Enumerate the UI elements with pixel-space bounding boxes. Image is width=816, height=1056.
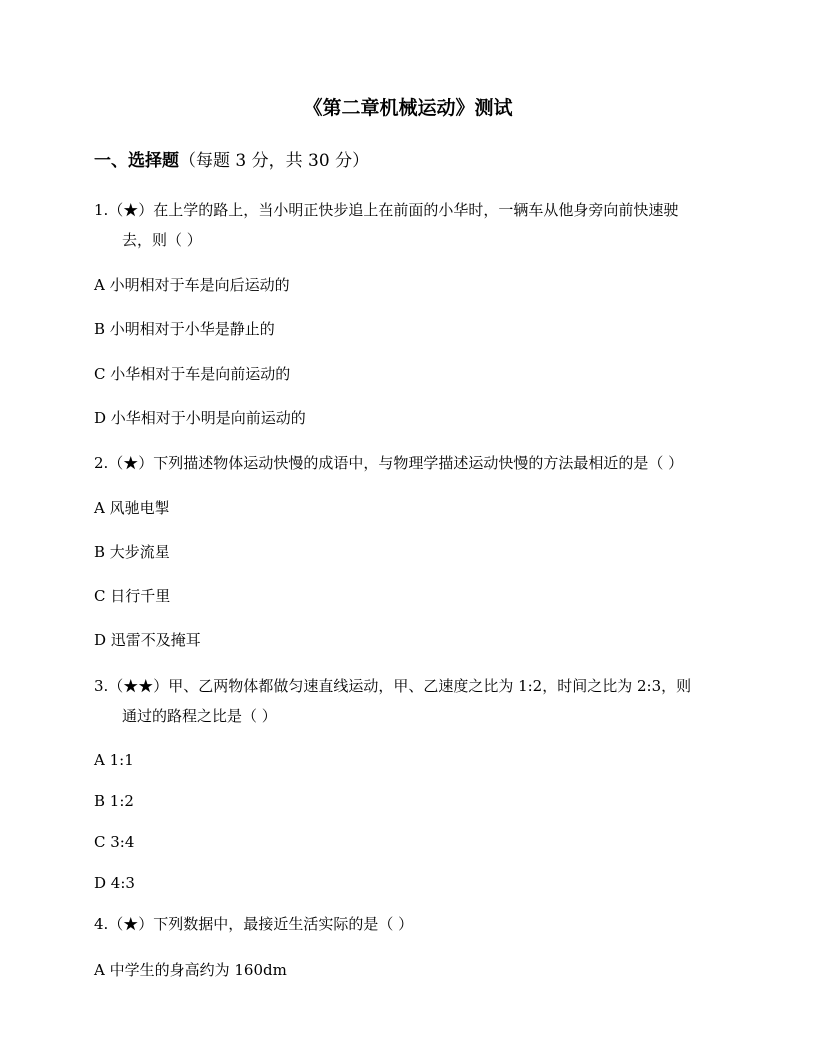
question-2-stem: 2.（★）下列描述物体运动快慢的成语中，与物理学描述运动快慢的方法最相近的是（ ） <box>94 454 684 472</box>
question-1-option-c: C 小华相对于车是向前运动的 <box>94 365 291 383</box>
section-scoring-note: （每题 3 分，共 30 分） <box>179 151 370 171</box>
question-3-stem-continued: 通过的路程之比是（ ） <box>122 707 277 725</box>
question-4-option-a: A 中学生的身高约为 160dm <box>94 961 287 979</box>
question-1-stem: 1.（★）在上学的路上，当小明正快步追上在前面的小华时，一辆车从他身旁向前快速驶 <box>94 201 679 219</box>
question-2-option-b: B 大步流星 <box>94 543 170 561</box>
question-3-option-a: A 1:1 <box>94 751 134 769</box>
question-2-option-a: A 风驰电掣 <box>94 499 170 517</box>
document-title: 《第二章机械运动》测试 <box>303 97 513 119</box>
question-3-option-c: C 3:4 <box>94 833 135 851</box>
section-heading <box>94 148 369 174</box>
question-1-option-d: D 小华相对于小明是向前运动的 <box>94 409 306 427</box>
question-1-option-b: B 小明相对于小华是静止的 <box>94 320 275 338</box>
section-heading-text: 一、选择题 <box>94 151 179 171</box>
question-4-stem: 4.（★）下列数据中，最接近生活实际的是（ ） <box>94 915 414 933</box>
question-1-option-a: A 小明相对于车是向后运动的 <box>94 276 290 294</box>
question-3-option-b: B 1:2 <box>94 792 134 810</box>
question-2-option-c: C 日行千里 <box>94 587 171 605</box>
question-3-stem: 3.（★★）甲、乙两物体都做匀速直线运动，甲、乙速度之比为 1:2，时间之比为 2:3，则 <box>94 677 692 695</box>
question-3-option-d: D 4:3 <box>94 874 135 892</box>
question-2-option-d: D 迅雷不及掩耳 <box>94 631 201 649</box>
question-1-stem-continued: 去，则（ ） <box>122 231 202 249</box>
